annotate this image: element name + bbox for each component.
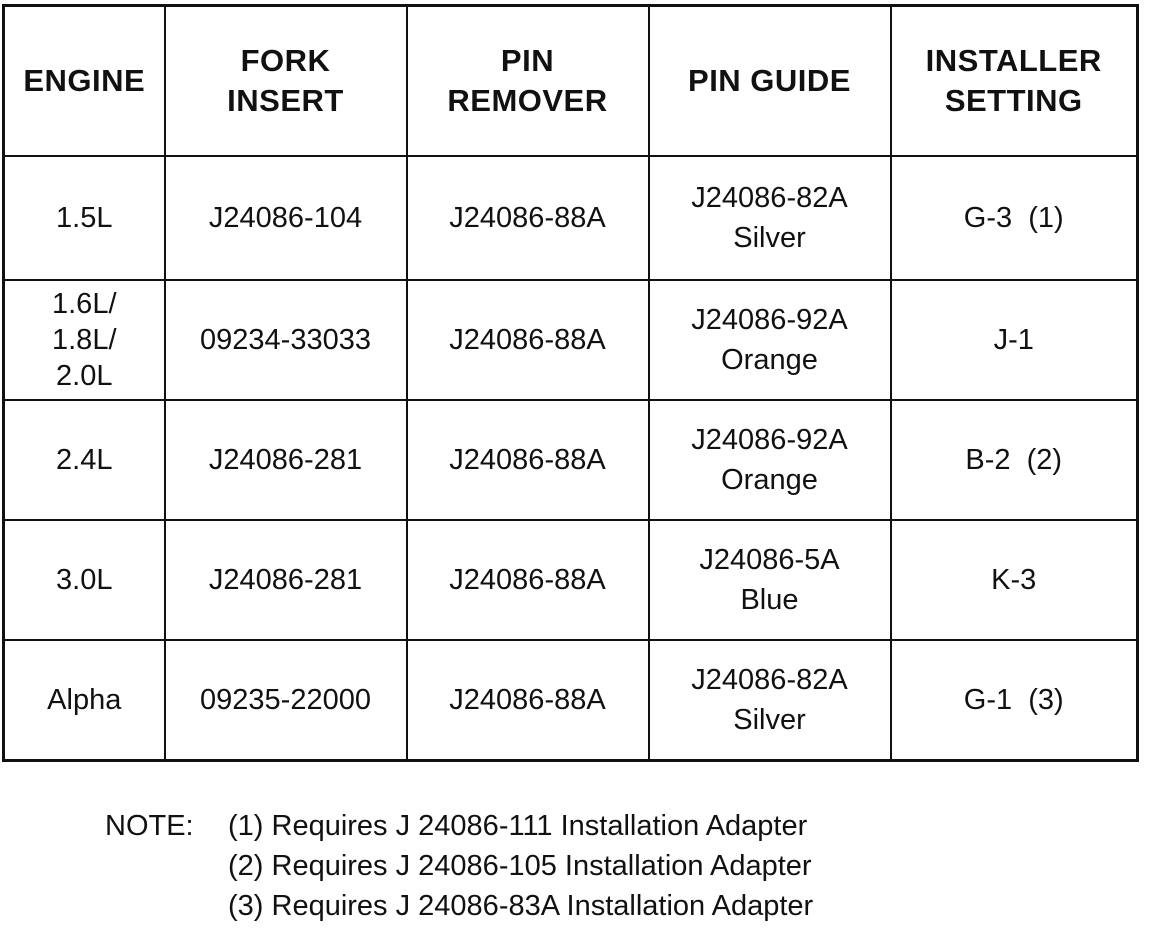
cell-line: J24086-88A bbox=[449, 444, 606, 476]
pin-remover-cell bbox=[407, 520, 649, 640]
cell-line: J24086-88A bbox=[449, 684, 606, 716]
note-row bbox=[105, 806, 813, 846]
cell-line: J-1 bbox=[993, 324, 1034, 356]
fork-insert-cell bbox=[165, 280, 407, 400]
cell-line: J24086-5A bbox=[699, 544, 840, 576]
installer-setting-cell bbox=[891, 520, 1138, 640]
cell-line: Orange bbox=[721, 464, 818, 496]
pin-guide-cell bbox=[649, 280, 891, 400]
pin-remover-cell bbox=[407, 640, 649, 761]
installer-setting-cell bbox=[891, 400, 1138, 520]
installer-setting-cell bbox=[891, 280, 1138, 400]
pin-remover-cell bbox=[407, 400, 649, 520]
pin-guide-cell bbox=[649, 156, 891, 280]
cell-line: 1.5L bbox=[56, 202, 113, 234]
table-row bbox=[4, 640, 1138, 761]
header-pin-guide bbox=[649, 6, 891, 157]
cell-line: 3.0L bbox=[56, 564, 113, 596]
header-line: INSTALLER bbox=[925, 43, 1102, 78]
cell-line: G-1 (3) bbox=[963, 684, 1064, 716]
cell-line: J24086-281 bbox=[208, 564, 363, 596]
cell-line: Alpha bbox=[47, 684, 122, 716]
pin-guide-cell bbox=[649, 520, 891, 640]
header-line: PIN bbox=[500, 43, 555, 78]
pin-remover-cell bbox=[407, 156, 649, 280]
cell-line: 09235-22000 bbox=[200, 684, 371, 716]
note-text: (1) Requires J 24086-111 Installation Adapter bbox=[228, 810, 808, 842]
cell-line: J24086-92A bbox=[691, 424, 848, 456]
cell-line: 1.8L/ bbox=[52, 324, 117, 356]
header-installer-setting bbox=[891, 6, 1138, 157]
pin-remover-cell bbox=[407, 280, 649, 400]
cell-line: Silver bbox=[733, 704, 806, 736]
cell-line: J24086-88A bbox=[449, 324, 606, 356]
header-fork-insert bbox=[165, 6, 407, 157]
header-pin-remover bbox=[407, 6, 649, 157]
cell-line: J24086-281 bbox=[208, 444, 363, 476]
installer-setting-cell bbox=[891, 640, 1138, 761]
fork-insert-cell bbox=[165, 400, 407, 520]
tool-spec-table bbox=[2, 4, 1139, 762]
note-label: NOTE: bbox=[105, 810, 194, 842]
cell-line: K-3 bbox=[991, 564, 1037, 596]
header-engine bbox=[4, 6, 165, 157]
note-indent bbox=[105, 886, 228, 926]
header-line: FORK bbox=[240, 43, 331, 78]
fork-insert-cell bbox=[165, 156, 407, 280]
table-row bbox=[4, 280, 1138, 400]
cell-line: J24086-82A bbox=[691, 664, 848, 696]
cell-line: J24086-82A bbox=[691, 182, 848, 214]
cell-line: G-3 (1) bbox=[963, 202, 1064, 234]
cell-line: J24086-104 bbox=[208, 202, 363, 234]
header-line: SETTING bbox=[944, 83, 1083, 118]
fork-insert-cell bbox=[165, 640, 407, 761]
pin-guide-cell bbox=[649, 640, 891, 761]
note-text: (2) Requires J 24086-105 Installation Adapter bbox=[228, 850, 812, 882]
note-indent bbox=[105, 846, 228, 886]
cell-line: Orange bbox=[721, 344, 818, 376]
cell-line: J24086-92A bbox=[691, 304, 848, 336]
pin-guide-cell bbox=[649, 400, 891, 520]
header-row bbox=[4, 6, 1138, 157]
header-line: INSERT bbox=[227, 83, 344, 118]
cell-line: 09234-33033 bbox=[200, 324, 371, 356]
cell-line: 2.0L bbox=[56, 360, 113, 392]
table-row bbox=[4, 520, 1138, 640]
installer-setting-cell bbox=[891, 156, 1138, 280]
engine-cell bbox=[4, 400, 165, 520]
cell-line: J24086-88A bbox=[449, 564, 606, 596]
table-row bbox=[4, 156, 1138, 280]
notes-section bbox=[105, 806, 813, 926]
header-line: REMOVER bbox=[447, 83, 608, 118]
table-row bbox=[4, 400, 1138, 520]
cell-line: J24086-88A bbox=[449, 202, 606, 234]
header-line: ENGINE bbox=[23, 63, 146, 98]
engine-cell bbox=[4, 640, 165, 761]
engine-cell bbox=[4, 280, 165, 400]
note-row bbox=[105, 886, 813, 926]
cell-line: Blue bbox=[740, 584, 799, 616]
cell-line: B-2 (2) bbox=[965, 444, 1063, 476]
cell-line: 1.6L/ bbox=[52, 288, 117, 320]
cell-line: Silver bbox=[733, 222, 806, 254]
engine-cell bbox=[4, 156, 165, 280]
engine-cell bbox=[4, 520, 165, 640]
header-line: PIN GUIDE bbox=[688, 63, 851, 98]
cell-line: 2.4L bbox=[56, 444, 113, 476]
note-text: (3) Requires J 24086-83A Installation Adapter bbox=[228, 890, 814, 922]
note-row bbox=[105, 846, 813, 886]
fork-insert-cell bbox=[165, 520, 407, 640]
